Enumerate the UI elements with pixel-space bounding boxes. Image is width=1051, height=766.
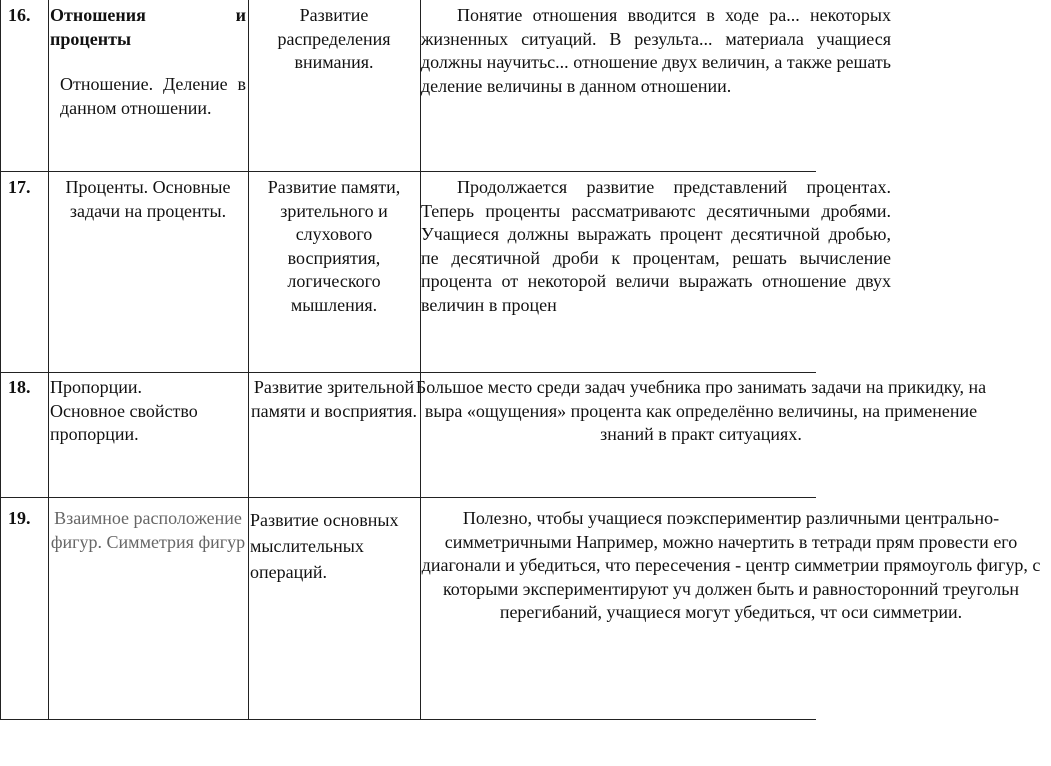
row-number: 17. [8, 177, 31, 197]
content-text: Продолжается развитие представлений процентах. Теперь проценты рассматриваютс десятичными дробями. Учащиеся должны выражать процент десятичной дробью, пе десятичной дроби к процентам, решать вычисление процента от некоторой величи выражать отношение двух величин в процен [421, 177, 891, 315]
development-cell: Развитие основных мыслительных операций. [250, 510, 399, 582]
content-text: Большое место среди задач учебника про занимать задачи на прикидку, на выра «ощущения» процента как определённо величины, на применение знаний в практ ситуациях. [415, 377, 987, 444]
development-cell: Развитие памяти, зрительного и слухового восприятия, логического мышления. [267, 177, 401, 315]
topic-cell: Проценты. Основные задачи на проценты. [65, 177, 231, 221]
content-cell [421, 507, 1041, 717]
topic-cell: Пропорции. Основное свойство пропорции. [50, 377, 198, 444]
topic-subtitle: Отношение. Деление в данном отношении. [60, 74, 246, 118]
content-cell [415, 376, 987, 494]
topic-cell: Взаимное расположение фигур. Симметрия фигур [50, 508, 246, 552]
topic-title: Отношения и проценты [50, 5, 246, 49]
content-text: Понятие отношения вводится в ходе ра... некоторых жизненных ситуаций. В результа... материала учащиеся должны научитьс... отношение двух величин, а также решать деление величины в данном отношении. [421, 5, 891, 96]
content-cell [421, 4, 891, 164]
content-cell [421, 176, 891, 366]
row-number: 16. [8, 5, 31, 25]
topic-cell [50, 4, 246, 120]
row-number: 18. [8, 377, 31, 397]
content-text: Полезно, чтобы учащиеся поэкспериментир различными центрально-симметричными Например, можно начертить в тетради прям провести его диагонали и убедиться, что пересечения - центр симметрии прямоуголь фигур, с которыми экспериментируют уч должен быть и равносторонний треугольн перегибаний, учащиеся могут убедиться, чт оси симметрии. [421, 508, 1041, 622]
row-number: 19. [8, 508, 31, 528]
development-cell: Развитие распределения внимания. [277, 5, 391, 72]
development-cell: Развитие зрительной памяти и восприятия. [250, 377, 418, 421]
